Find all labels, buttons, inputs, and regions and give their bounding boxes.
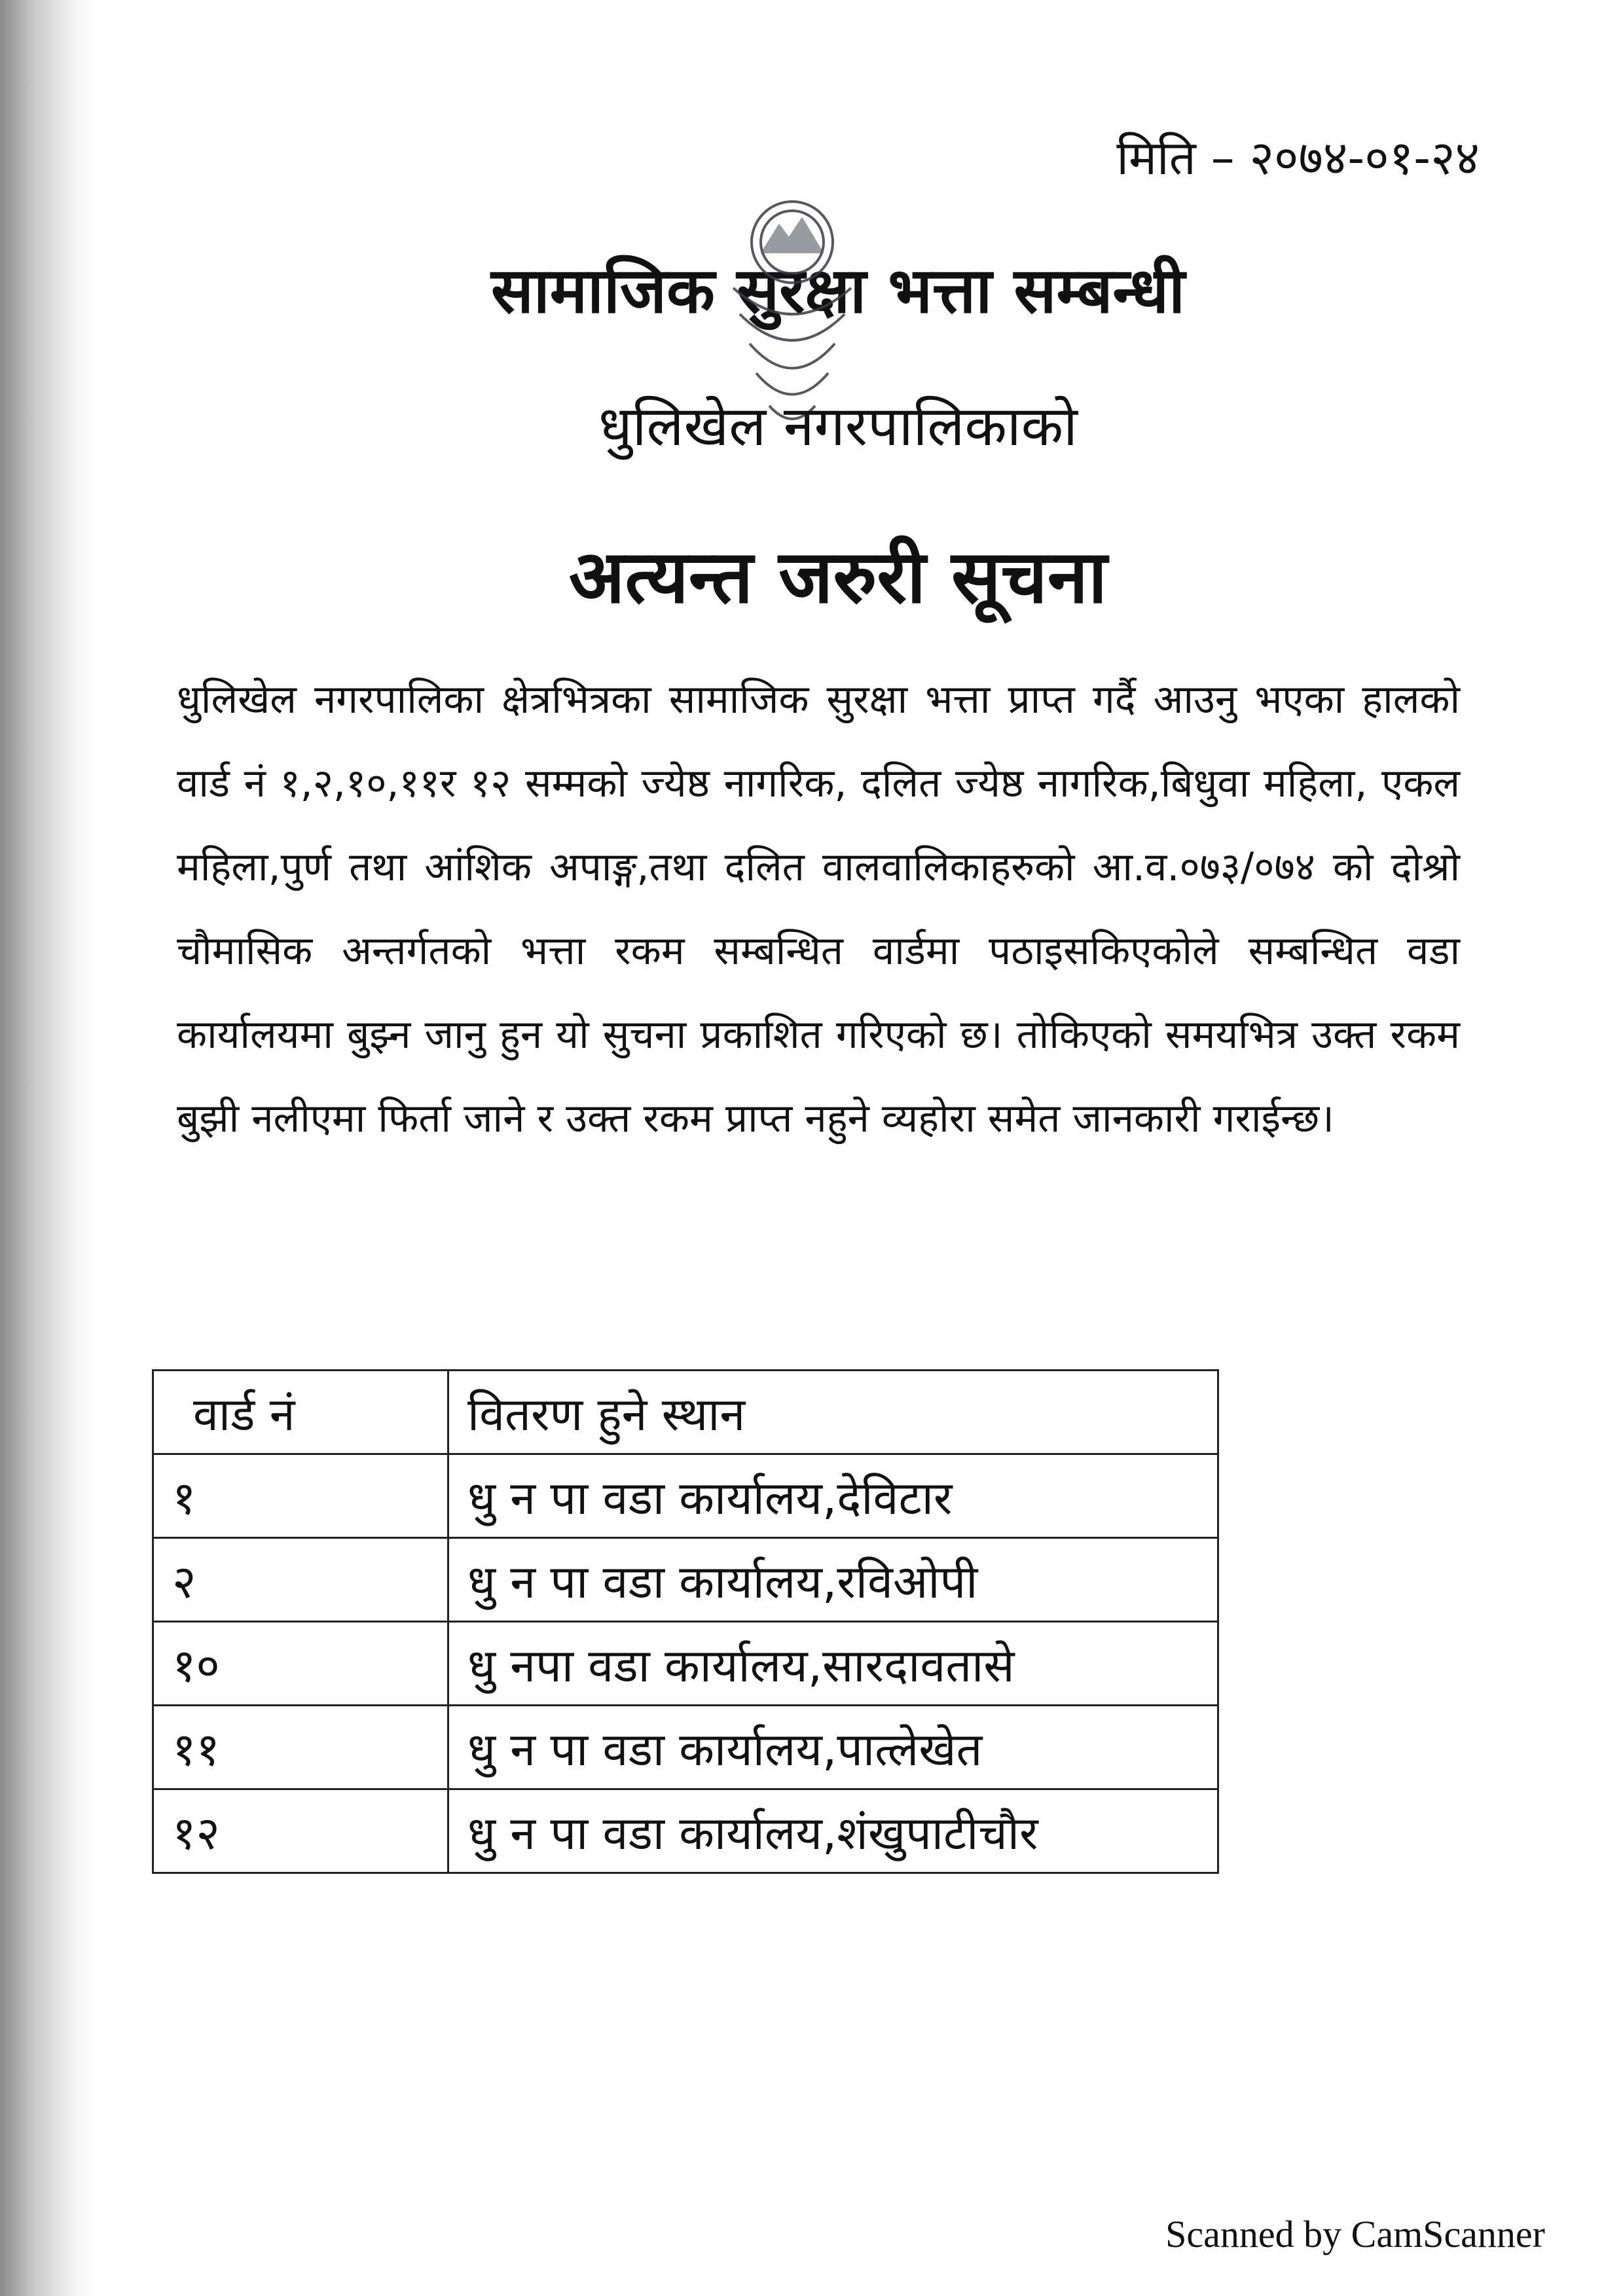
- header-distribution-location: वितरण हुने स्थान: [448, 1371, 1218, 1454]
- scan-edge-shadow: [0, 0, 98, 2296]
- ward-distribution-table: [152, 1369, 1219, 1874]
- location-cell: धु नपा वडा कार्यालय,सारदावतासे: [448, 1622, 1218, 1706]
- table-row: [153, 1454, 1218, 1538]
- notice-headline: अत्यन्त जरुरी सूचना: [568, 535, 1108, 620]
- ward-number-cell: १०: [153, 1622, 448, 1706]
- table-row: [153, 1789, 1218, 1873]
- header-ward-number: वार्ड नं: [153, 1371, 448, 1454]
- table-row: [153, 1706, 1218, 1789]
- location-cell: धु न पा वडा कार्यालय,देविटार: [448, 1454, 1218, 1538]
- ward-number-cell: ११: [153, 1706, 448, 1789]
- table-header-row: [153, 1371, 1218, 1454]
- table-row: [153, 1622, 1218, 1706]
- notice-body: धुलिखेल नगरपालिका क्षेत्रभित्रका सामाजिक सुरक्षा भत्ता प्राप्त गर्दै आउनु भएका हालको वार्ड नं १,२,१०,११र १२ सम्मको ज्येष्ठ नागरिक, दलित ज्येष्ठ नागरिक,बिधुवा महिला, एकल महिला,पुर्ण तथा आंशिक अपाङ्ग,तथा दलित वालवालिकाहरुको आ.व.०७३/०७४ को दोश्रो चौमासिक अन्तर्गतको भत्ता रकम सम्बन्धित वार्डमा पठाइसकिएकोले सम्बन्धित वडा कार्यालयमा बुझ्न जानु हुन यो सुचना प्रकाशित गरिएको छ। तोकिएको समयभित्र उक्त रकम बुझी नलीएमा फिर्ता जाने र उक्त रकम प्राप्त नहुने व्यहोरा समेत जानकारी गराईन्छ।: [177, 677, 1460, 1141]
- notice-title-subject: सामाजिक सुरक्षा भत्ता सम्बन्धी: [490, 254, 1186, 327]
- ward-number-cell: १२: [153, 1789, 448, 1873]
- notice-title-municipality: धुलिखेल नगरपालिकाको: [598, 394, 1078, 458]
- scanner-watermark: Scanned by CamScanner: [1165, 2213, 1545, 2255]
- ward-number-cell: २: [153, 1538, 448, 1622]
- notice-date: मिति – २०७४-०१-२४: [1116, 130, 1480, 185]
- ward-number-cell: १: [153, 1454, 448, 1538]
- location-cell: धु न पा वडा कार्यालय,पात्लेखेत: [448, 1706, 1218, 1789]
- table-row: [153, 1538, 1218, 1622]
- location-cell: धु न पा वडा कार्यालय,शंखुपाटीचौर: [448, 1789, 1218, 1873]
- location-cell: धु न पा वडा कार्यालय,रविओपी: [448, 1538, 1218, 1622]
